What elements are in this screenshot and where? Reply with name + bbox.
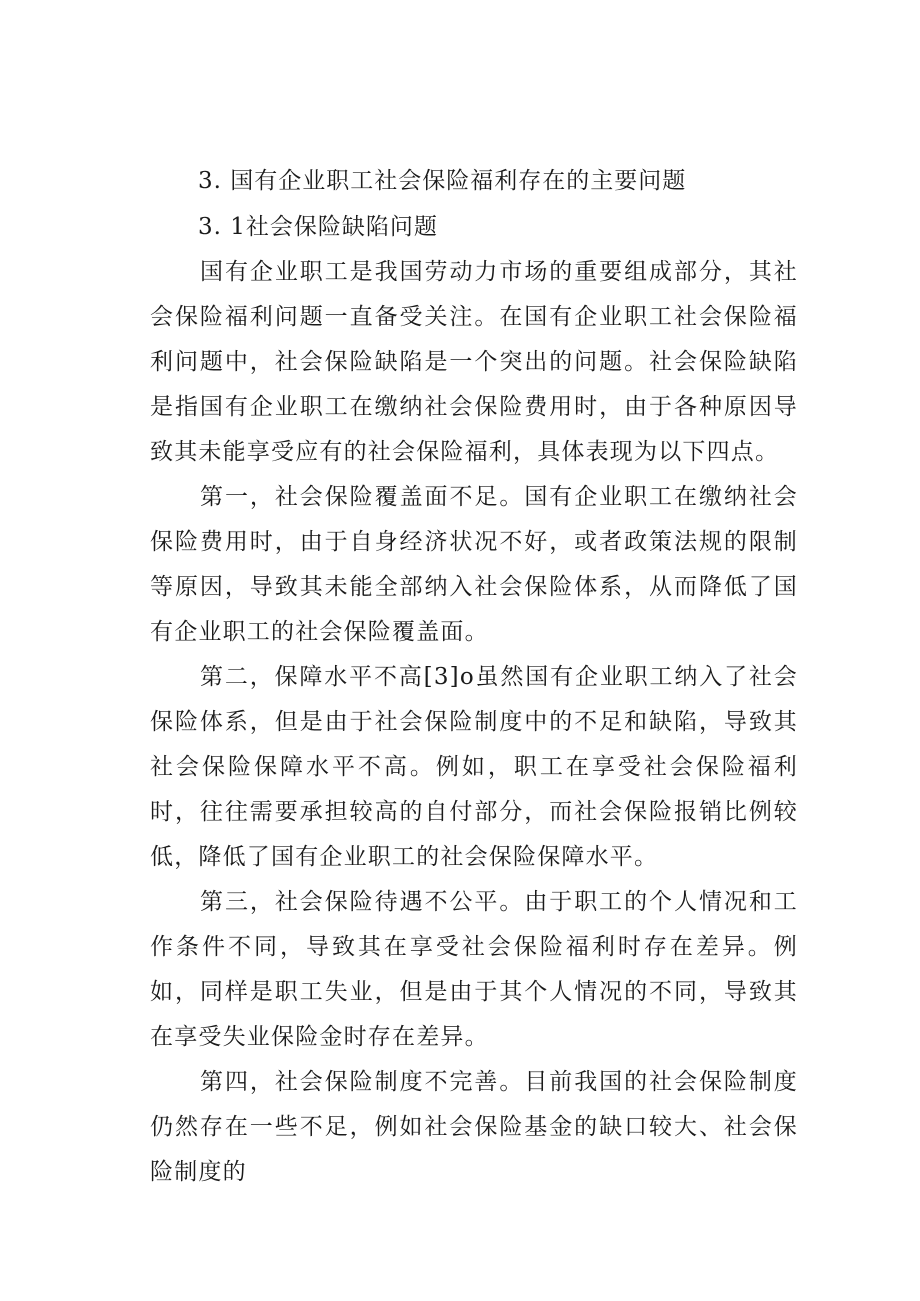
document-body [150, 158, 798, 1195]
paragraph-point-4: 第四，社会保险制度不完善。目前我国的社会保险制度仍然存在一些不足，例如社会保险基金的缺口较大、社会保险制度的 [150, 1069, 798, 1185]
paragraph-intro: 国有企业职工是我国劳动力市场的重要组成部分，其社会保险福利问题一直备受关注。在国有企业职工社会保险福利问题中，社会保险缺陷是一个突出的问题。社会保险缺陷是指国有企业职工在缴纳社会保险费用时，由于各种原因导致其未能享受应有的社会保险福利，具体表现为以下四点。 [150, 259, 798, 465]
paragraph-point-2: 第二，保障水平不高[3]o虽然国有企业职工纳入了社会保险体系，但是由于社会保险制度中的不足和缺陷，导致其社会保险保障水平不高。例如，职工在享受社会保险福利时，往往需要承担较高的自付部分，而社会保险报销比例较低，降低了国有企业职工的社会保险保障水平。 [150, 664, 798, 870]
section-heading: 3. 国有企业职工社会保险福利存在的主要问题 [198, 168, 687, 194]
subsection-heading: 3. 1社会保险缺陷问题 [198, 214, 438, 240]
paragraph-point-3: 第三，社会保险待遇不公平。由于职工的个人情况和工作条件不同，导致其在享受社会保险福利时存在差异。例如，同样是职工失业，但是由于其个人情况的不同，导致其在享受失业保险金时存在差异。 [150, 889, 798, 1050]
paragraph-point-1: 第一，社会保险覆盖面不足。国有企业职工在缴纳社会保险费用时，由于自身经济状况不好，或者政策法规的限制等原因，导致其未能全部纳入社会保险体系，从而降低了国有企业职工的社会保险覆盖面。 [150, 484, 798, 645]
